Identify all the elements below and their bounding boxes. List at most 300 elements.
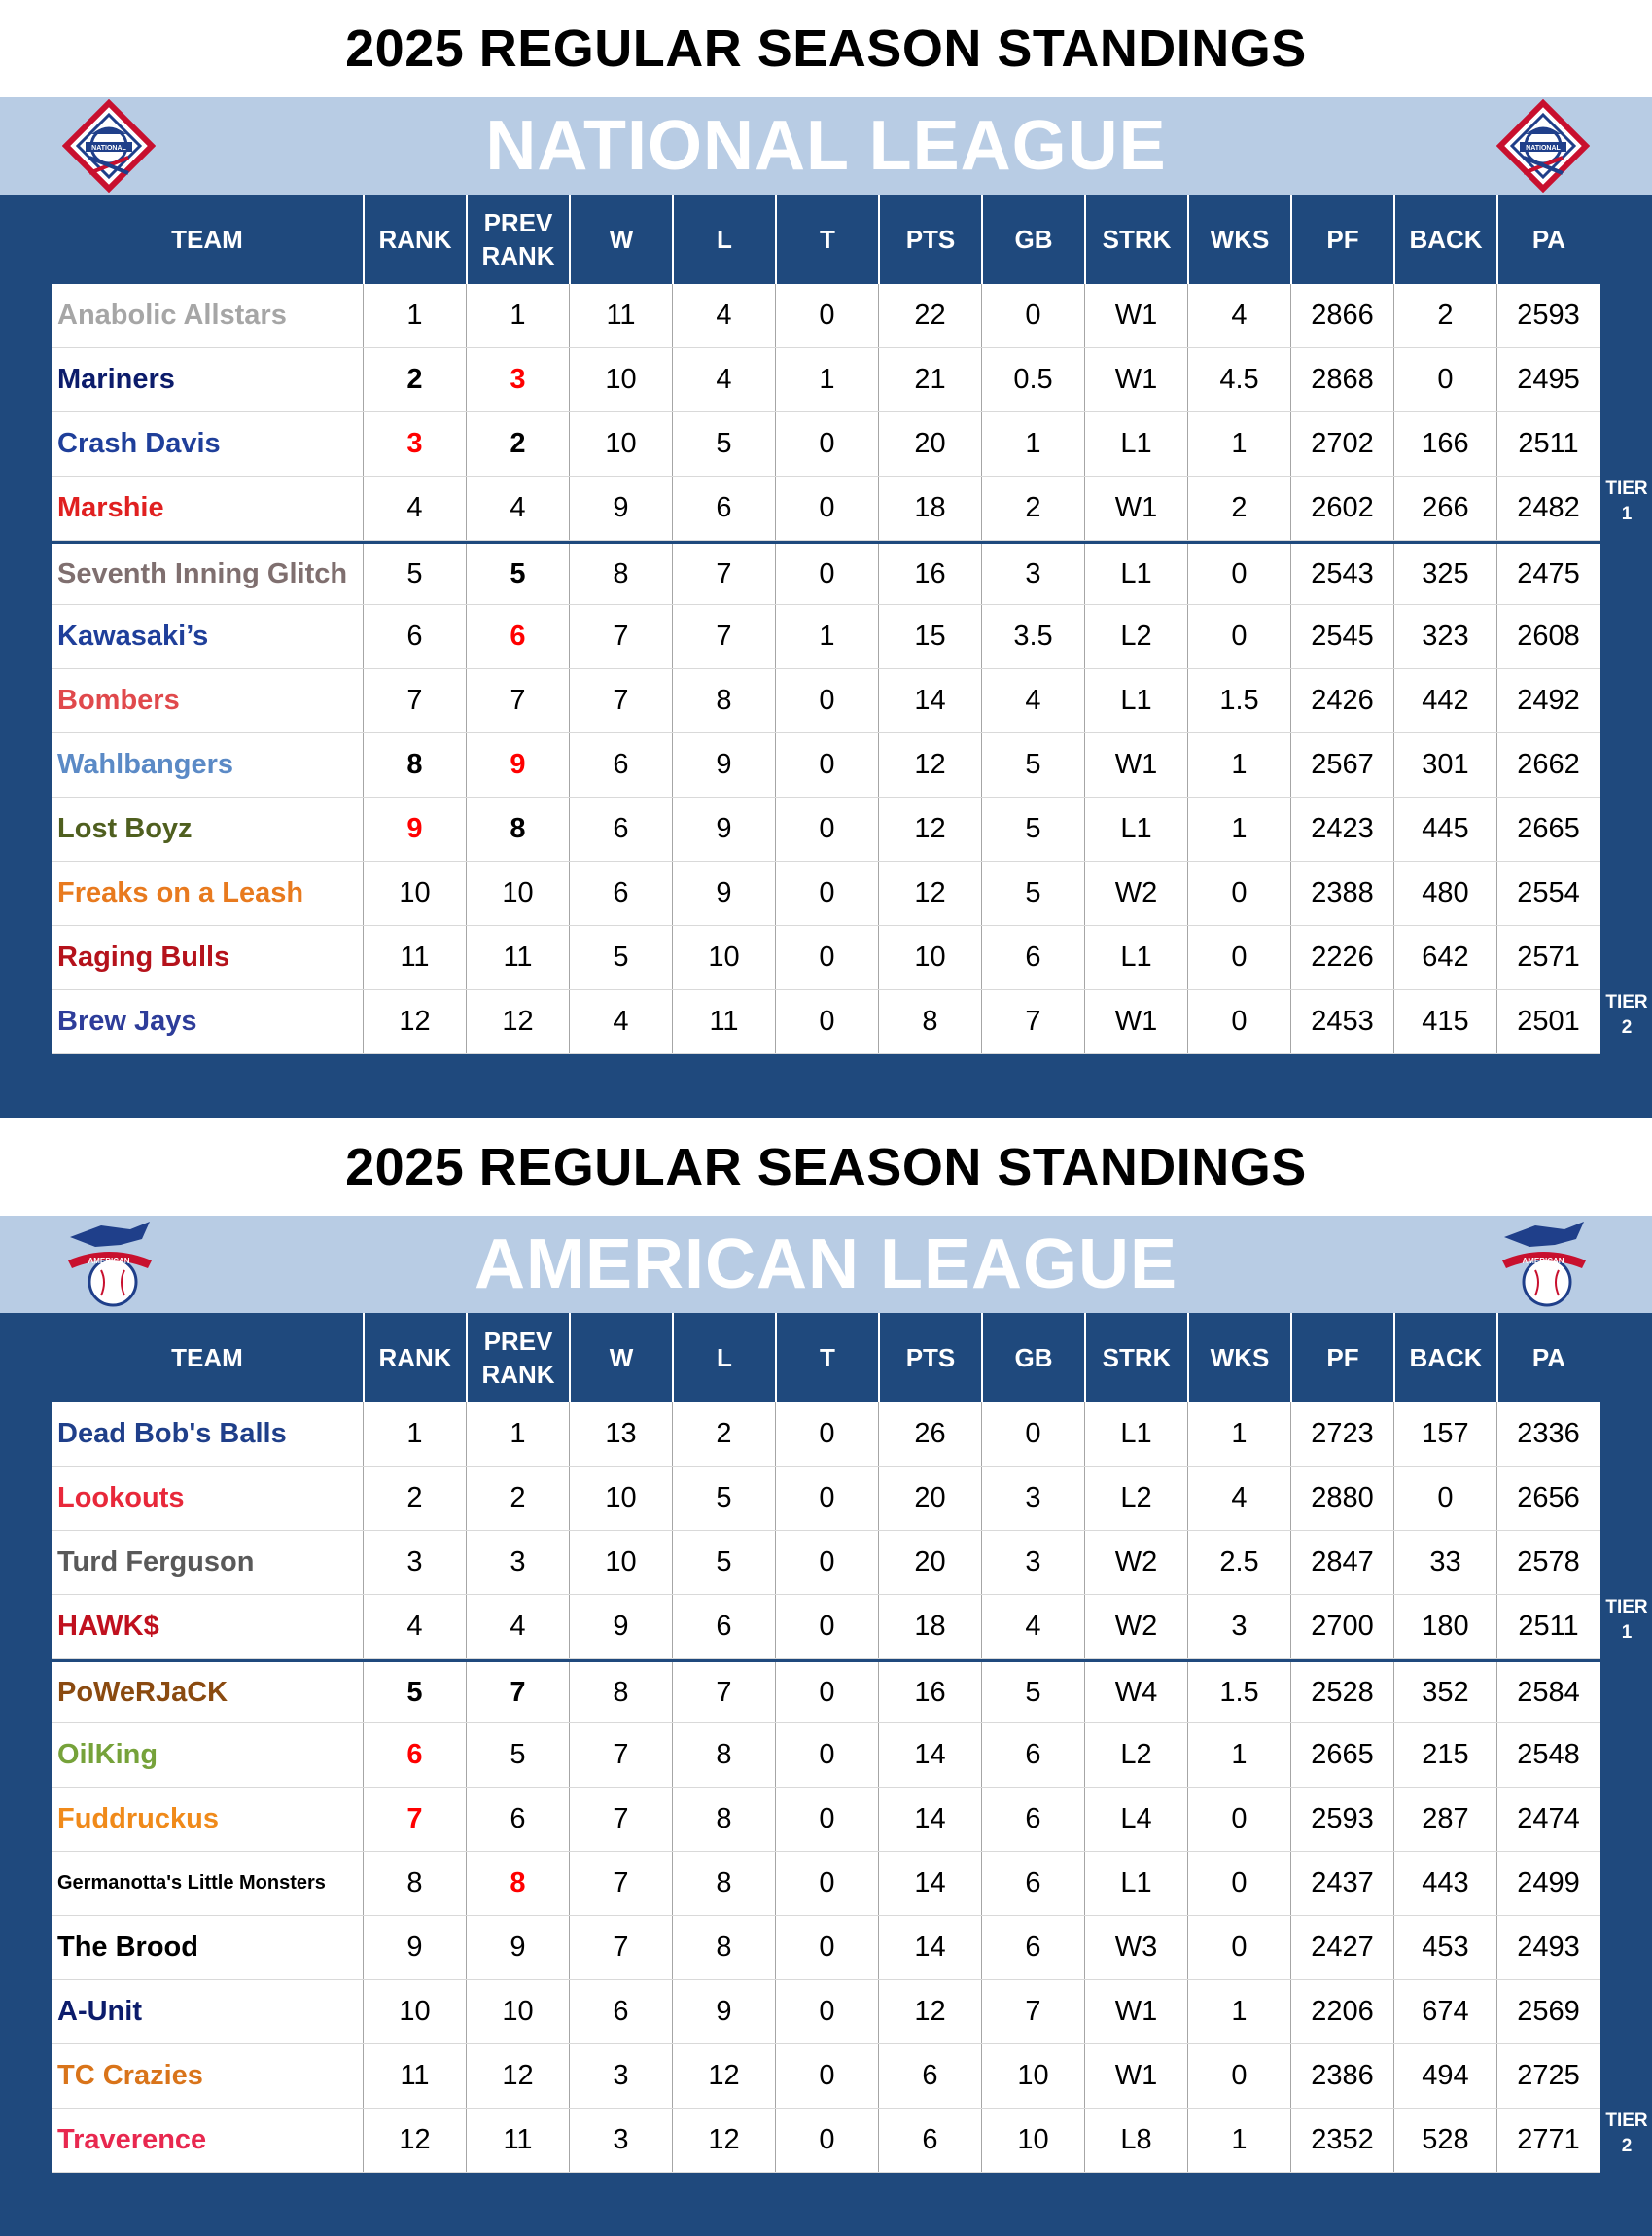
cell-wins: 8 — [569, 1662, 672, 1722]
cell-streak: L1 — [1084, 412, 1187, 476]
cell-prev-rank: 11 — [466, 926, 569, 989]
table-row — [52, 926, 1600, 990]
american-league-section — [0, 1118, 1652, 2236]
cell-weeks: 1 — [1187, 412, 1290, 476]
cell-back: 480 — [1393, 862, 1496, 925]
header-streak: STRK — [1084, 1313, 1187, 1402]
standings-table — [0, 1313, 1652, 2236]
cell-team: PoWeRJaCK — [57, 1676, 228, 1708]
header-prev-rank: PREV RANK — [466, 195, 569, 284]
table-footer — [52, 1054, 1600, 1118]
cell-wins: 6 — [569, 1980, 672, 2043]
header-ties: T — [775, 195, 878, 284]
cell-rank: 11 — [363, 2044, 466, 2108]
cell-points: 20 — [878, 412, 981, 476]
cell-losses: 4 — [672, 284, 775, 347]
cell-ties: 0 — [775, 477, 878, 540]
cell-points-against: 2662 — [1496, 733, 1599, 797]
cell-rank: 7 — [363, 1788, 466, 1851]
cell-points: 12 — [878, 798, 981, 861]
cell-points: 15 — [878, 605, 981, 668]
cell-losses: 5 — [672, 1467, 775, 1530]
table-row — [52, 1980, 1600, 2044]
cell-back: 415 — [1393, 990, 1496, 1053]
cell-losses: 9 — [672, 1980, 775, 2043]
header-prev-rank: PREV RANK — [466, 1313, 569, 1402]
cell-games-back: 7 — [981, 990, 1084, 1053]
table-body — [52, 284, 1600, 1054]
cell-streak: W1 — [1084, 2044, 1187, 2108]
cell-prev-rank: 12 — [466, 2044, 569, 2108]
cell-prev-rank: 4 — [466, 477, 569, 540]
cell-games-back: 4 — [981, 1595, 1084, 1658]
cell-games-back: 10 — [981, 2109, 1084, 2172]
cell-streak: L1 — [1084, 1402, 1187, 1466]
cell-wins: 3 — [569, 2044, 672, 2108]
cell-team: Marshie — [57, 492, 164, 523]
cell-points: 8 — [878, 990, 981, 1053]
cell-back: 33 — [1393, 1531, 1496, 1594]
header-team: TEAM — [171, 225, 243, 254]
cell-games-back: 10 — [981, 2044, 1084, 2108]
cell-wins: 8 — [569, 544, 672, 604]
cell-points: 20 — [878, 1467, 981, 1530]
cell-points-for: 2352 — [1290, 2109, 1393, 2172]
cell-rank: 4 — [363, 1595, 466, 1658]
cell-streak: L1 — [1084, 544, 1187, 604]
league-banner — [0, 1216, 1652, 1313]
cell-points-for: 2423 — [1290, 798, 1393, 861]
cell-prev-rank: 1 — [466, 284, 569, 347]
cell-points-for: 2386 — [1290, 2044, 1393, 2108]
cell-ties: 0 — [775, 669, 878, 732]
cell-ties: 0 — [775, 798, 878, 861]
table-row — [52, 412, 1600, 477]
cell-ties: 0 — [775, 1531, 878, 1594]
cell-ties: 0 — [775, 1402, 878, 1466]
cell-team: Turd Ferguson — [57, 1546, 255, 1578]
table-row — [52, 798, 1600, 862]
cell-points: 6 — [878, 2109, 981, 2172]
cell-wins: 9 — [569, 1595, 672, 1658]
cell-points-against: 2495 — [1496, 348, 1599, 411]
cell-ties: 0 — [775, 1916, 878, 1979]
table-row — [52, 990, 1600, 1054]
cell-wins: 7 — [569, 669, 672, 732]
header-team: TEAM — [171, 1343, 243, 1372]
cell-wins: 13 — [569, 1402, 672, 1466]
cell-points: 12 — [878, 862, 981, 925]
header-wins: W — [569, 1313, 672, 1402]
cell-back: 180 — [1393, 1595, 1496, 1658]
cell-rank: 11 — [363, 926, 466, 989]
cell-points-against: 2578 — [1496, 1531, 1599, 1594]
cell-team: Raging Bulls — [57, 941, 230, 973]
header-back: BACK — [1393, 1313, 1496, 1402]
cell-points: 16 — [878, 544, 981, 604]
cell-back: 0 — [1393, 1467, 1496, 1530]
tier-1-label: TIER 1 — [1605, 1597, 1648, 1643]
cell-team: Germanotta's Little Monsters — [57, 1872, 326, 1894]
cell-rank: 8 — [363, 1852, 466, 1915]
league-name: AMERICAN LEAGUE — [474, 1225, 1177, 1303]
cell-points-against: 2665 — [1496, 798, 1599, 861]
cell-wins: 9 — [569, 477, 672, 540]
table-footer — [52, 2173, 1600, 2236]
cell-streak: W1 — [1084, 1980, 1187, 2043]
cell-rank: 12 — [363, 990, 466, 1053]
cell-rank: 6 — [363, 605, 466, 668]
cell-team: Brew Jays — [57, 1006, 197, 1037]
cell-back: 352 — [1393, 1662, 1496, 1722]
table-row — [52, 541, 1600, 605]
cell-team: Lost Boyz — [57, 813, 193, 844]
cell-streak: L1 — [1084, 926, 1187, 989]
cell-wins: 5 — [569, 926, 672, 989]
cell-points-against: 2499 — [1496, 1852, 1599, 1915]
cell-back: 445 — [1393, 798, 1496, 861]
cell-prev-rank: 7 — [466, 669, 569, 732]
cell-weeks: 1 — [1187, 798, 1290, 861]
cell-weeks: 1 — [1187, 1980, 1290, 2043]
cell-ties: 0 — [775, 733, 878, 797]
header-wins: W — [569, 195, 672, 284]
cell-games-back: 1 — [981, 412, 1084, 476]
cell-points-against: 2493 — [1496, 1916, 1599, 1979]
cell-points-for: 2226 — [1290, 926, 1393, 989]
cell-back: 0 — [1393, 348, 1496, 411]
cell-rank: 5 — [363, 1662, 466, 1722]
header-losses: L — [672, 195, 775, 284]
header-points-for: PF — [1290, 195, 1393, 284]
cell-streak: W1 — [1084, 990, 1187, 1053]
table-body — [52, 1402, 1600, 2173]
header-points: PTS — [878, 1313, 981, 1402]
cell-points-for: 2868 — [1290, 348, 1393, 411]
cell-prev-rank: 7 — [466, 1662, 569, 1722]
cell-wins: 3 — [569, 2109, 672, 2172]
cell-streak: L1 — [1084, 669, 1187, 732]
cell-ties: 0 — [775, 990, 878, 1053]
cell-games-back: 3 — [981, 1531, 1084, 1594]
table-row — [52, 477, 1600, 541]
cell-streak: L2 — [1084, 1723, 1187, 1787]
cell-prev-rank: 3 — [466, 348, 569, 411]
cell-back: 642 — [1393, 926, 1496, 989]
cell-prev-rank: 10 — [466, 862, 569, 925]
cell-rank: 2 — [363, 348, 466, 411]
cell-team: A-Unit — [57, 1996, 142, 2027]
cell-back: 674 — [1393, 1980, 1496, 2043]
cell-points-against: 2511 — [1496, 1595, 1599, 1658]
cell-rank: 9 — [363, 798, 466, 861]
cell-wins: 10 — [569, 348, 672, 411]
league-name: NATIONAL LEAGUE — [485, 107, 1167, 185]
header-points: PTS — [878, 195, 981, 284]
cell-rank: 10 — [363, 1980, 466, 2043]
cell-points-against: 2548 — [1496, 1723, 1599, 1787]
cell-streak: L8 — [1084, 2109, 1187, 2172]
cell-rank: 10 — [363, 862, 466, 925]
tier-2-label: TIER 2 — [1605, 992, 1648, 1038]
cell-games-back: 5 — [981, 798, 1084, 861]
cell-team: Freaks on a Leash — [57, 877, 304, 908]
cell-losses: 5 — [672, 1531, 775, 1594]
cell-games-back: 0 — [981, 284, 1084, 347]
cell-streak: W4 — [1084, 1662, 1187, 1722]
cell-points-for: 2847 — [1290, 1531, 1393, 1594]
cell-team: TC Crazies — [57, 2060, 203, 2091]
cell-games-back: 6 — [981, 926, 1084, 989]
header-weeks: WKS — [1187, 1313, 1290, 1402]
cell-points: 20 — [878, 1531, 981, 1594]
cell-points-against: 2569 — [1496, 1980, 1599, 2043]
cell-prev-rank: 8 — [466, 798, 569, 861]
cell-back: 453 — [1393, 1916, 1496, 1979]
cell-team: HAWK$ — [57, 1611, 159, 1642]
cell-points-against: 2725 — [1496, 2044, 1599, 2108]
cell-prev-rank: 5 — [466, 1723, 569, 1787]
cell-points-for: 2388 — [1290, 862, 1393, 925]
header-back: BACK — [1393, 195, 1496, 284]
cell-weeks: 1.5 — [1187, 1662, 1290, 1722]
cell-streak: W2 — [1084, 1531, 1187, 1594]
header-games-back: GB — [981, 1313, 1084, 1402]
logo-text: NATIONAL — [91, 145, 126, 152]
header-points-for: PF — [1290, 1313, 1393, 1402]
table-row — [52, 1531, 1600, 1595]
cell-ties: 0 — [775, 926, 878, 989]
header-streak: STRK — [1084, 195, 1187, 284]
cell-back: 494 — [1393, 2044, 1496, 2108]
cell-wins: 11 — [569, 284, 672, 347]
page-title: 2025 REGULAR SEASON STANDINGS — [345, 19, 1307, 78]
cell-losses: 5 — [672, 412, 775, 476]
header-rank: RANK — [363, 195, 466, 284]
table-row — [52, 2044, 1600, 2109]
cell-ties: 1 — [775, 605, 878, 668]
cell-weeks: 0 — [1187, 926, 1290, 989]
national-league-logo-icon — [62, 99, 156, 193]
cell-points: 6 — [878, 2044, 981, 2108]
header-points-against: PA — [1496, 1313, 1599, 1402]
table-row — [52, 2109, 1600, 2173]
cell-points-for: 2602 — [1290, 477, 1393, 540]
cell-points-for: 2866 — [1290, 284, 1393, 347]
cell-points-for: 2426 — [1290, 669, 1393, 732]
cell-back: 2 — [1393, 284, 1496, 347]
cell-team: Fuddruckus — [57, 1803, 219, 1834]
cell-weeks: 0 — [1187, 605, 1290, 668]
cell-back: 266 — [1393, 477, 1496, 540]
cell-losses: 7 — [672, 544, 775, 604]
table-row — [52, 1659, 1600, 1723]
cell-rank: 3 — [363, 1531, 466, 1594]
cell-points-for: 2437 — [1290, 1852, 1393, 1915]
cell-points-against: 2501 — [1496, 990, 1599, 1053]
cell-points-against: 2475 — [1496, 544, 1599, 604]
table-row — [52, 733, 1600, 798]
cell-points-against: 2482 — [1496, 477, 1599, 540]
cell-points-for: 2528 — [1290, 1662, 1393, 1722]
table-row — [52, 284, 1600, 348]
cell-ties: 1 — [775, 348, 878, 411]
cell-wins: 7 — [569, 1916, 672, 1979]
cell-team: Kawasaki’s — [57, 621, 209, 652]
cell-weeks: 0 — [1187, 2044, 1290, 2108]
cell-weeks: 1.5 — [1187, 669, 1290, 732]
cell-prev-rank: 11 — [466, 2109, 569, 2172]
cell-games-back: 3 — [981, 1467, 1084, 1530]
cell-losses: 9 — [672, 862, 775, 925]
cell-points: 14 — [878, 1723, 981, 1787]
cell-ties: 0 — [775, 1980, 878, 2043]
cell-rank: 12 — [363, 2109, 466, 2172]
cell-points: 12 — [878, 1980, 981, 2043]
cell-wins: 7 — [569, 605, 672, 668]
cell-rank: 4 — [363, 477, 466, 540]
table-row — [52, 1595, 1600, 1659]
cell-losses: 4 — [672, 348, 775, 411]
cell-games-back: 0 — [981, 1402, 1084, 1466]
cell-ties: 0 — [775, 544, 878, 604]
cell-streak: L4 — [1084, 1788, 1187, 1851]
cell-points-against: 2608 — [1496, 605, 1599, 668]
header-ties: T — [775, 1313, 878, 1402]
cell-ties: 0 — [775, 1467, 878, 1530]
cell-team: Lookouts — [57, 1482, 185, 1513]
cell-points-for: 2723 — [1290, 1402, 1393, 1466]
cell-team: The Brood — [57, 1932, 198, 1963]
cell-streak: W2 — [1084, 1595, 1187, 1658]
cell-back: 215 — [1393, 1723, 1496, 1787]
cell-prev-rank: 6 — [466, 1788, 569, 1851]
cell-weeks: 0 — [1187, 544, 1290, 604]
cell-losses: 2 — [672, 1402, 775, 1466]
header-games-back: GB — [981, 195, 1084, 284]
cell-wins: 10 — [569, 1531, 672, 1594]
cell-games-back: 6 — [981, 1788, 1084, 1851]
cell-points: 14 — [878, 669, 981, 732]
cell-back: 301 — [1393, 733, 1496, 797]
cell-back: 157 — [1393, 1402, 1496, 1466]
cell-streak: W1 — [1084, 348, 1187, 411]
table-row — [52, 1723, 1600, 1788]
cell-weeks: 4 — [1187, 1467, 1290, 1530]
cell-games-back: 4 — [981, 669, 1084, 732]
cell-ties: 0 — [775, 862, 878, 925]
cell-wins: 4 — [569, 990, 672, 1053]
cell-points-against: 2771 — [1496, 2109, 1599, 2172]
table-row — [52, 605, 1600, 669]
table-row — [52, 1788, 1600, 1852]
cell-losses: 7 — [672, 605, 775, 668]
cell-streak: W1 — [1084, 284, 1187, 347]
cell-ties: 0 — [775, 1788, 878, 1851]
tier-1-label: TIER 1 — [1605, 479, 1648, 524]
cell-weeks: 3 — [1187, 1595, 1290, 1658]
cell-weeks: 1 — [1187, 2109, 1290, 2172]
cell-weeks: 0 — [1187, 990, 1290, 1053]
cell-weeks: 0 — [1187, 1788, 1290, 1851]
logo-text: AMERICAN — [88, 1257, 130, 1265]
cell-weeks: 4.5 — [1187, 348, 1290, 411]
cell-ties: 0 — [775, 2109, 878, 2172]
cell-prev-rank: 9 — [466, 1916, 569, 1979]
cell-weeks: 2 — [1187, 477, 1290, 540]
american-league-logo-icon — [62, 1218, 156, 1311]
cell-weeks: 1 — [1187, 733, 1290, 797]
cell-back: 287 — [1393, 1788, 1496, 1851]
cell-weeks: 1 — [1187, 1402, 1290, 1466]
cell-weeks: 2.5 — [1187, 1531, 1290, 1594]
cell-streak: W1 — [1084, 733, 1187, 797]
cell-points-for: 2453 — [1290, 990, 1393, 1053]
cell-points-for: 2427 — [1290, 1916, 1393, 1979]
cell-games-back: 3.5 — [981, 605, 1084, 668]
tier-2-label: TIER 2 — [1605, 2111, 1648, 2156]
cell-points-for: 2593 — [1290, 1788, 1393, 1851]
cell-rank: 5 — [363, 544, 466, 604]
cell-streak: W1 — [1084, 477, 1187, 540]
table-row — [52, 862, 1600, 926]
cell-weeks: 0 — [1187, 1852, 1290, 1915]
cell-points: 16 — [878, 1662, 981, 1722]
cell-prev-rank: 2 — [466, 412, 569, 476]
cell-prev-rank: 5 — [466, 544, 569, 604]
cell-points-against: 2474 — [1496, 1788, 1599, 1851]
cell-losses: 10 — [672, 926, 775, 989]
cell-losses: 8 — [672, 1788, 775, 1851]
header-weeks: WKS — [1187, 195, 1290, 284]
cell-streak: W3 — [1084, 1916, 1187, 1979]
cell-games-back: 6 — [981, 1916, 1084, 1979]
cell-back: 442 — [1393, 669, 1496, 732]
cell-weeks: 0 — [1187, 1916, 1290, 1979]
cell-points: 21 — [878, 348, 981, 411]
cell-prev-rank: 9 — [466, 733, 569, 797]
cell-wins: 10 — [569, 1467, 672, 1530]
cell-ties: 0 — [775, 1662, 878, 1722]
american-league-logo-icon — [1496, 1218, 1590, 1311]
cell-ties: 0 — [775, 412, 878, 476]
cell-losses: 7 — [672, 1662, 775, 1722]
cell-points: 14 — [878, 1852, 981, 1915]
table-row — [52, 1852, 1600, 1916]
cell-points-for: 2543 — [1290, 544, 1393, 604]
cell-wins: 6 — [569, 733, 672, 797]
logo-text: AMERICAN — [1522, 1257, 1564, 1265]
logo-text: NATIONAL — [1526, 145, 1561, 152]
cell-games-back: 3 — [981, 544, 1084, 604]
cell-team: Crash Davis — [57, 428, 221, 459]
cell-points-for: 2206 — [1290, 1980, 1393, 2043]
cell-games-back: 5 — [981, 733, 1084, 797]
cell-streak: W2 — [1084, 862, 1187, 925]
cell-points: 14 — [878, 1788, 981, 1851]
cell-losses: 12 — [672, 2109, 775, 2172]
cell-points-for: 2880 — [1290, 1467, 1393, 1530]
cell-losses: 6 — [672, 477, 775, 540]
cell-points: 12 — [878, 733, 981, 797]
standings-table — [0, 195, 1652, 1118]
cell-points-for: 2700 — [1290, 1595, 1393, 1658]
cell-rank: 9 — [363, 1916, 466, 1979]
table-row — [52, 348, 1600, 412]
cell-losses: 12 — [672, 2044, 775, 2108]
cell-prev-rank: 4 — [466, 1595, 569, 1658]
table-row — [52, 1402, 1600, 1467]
